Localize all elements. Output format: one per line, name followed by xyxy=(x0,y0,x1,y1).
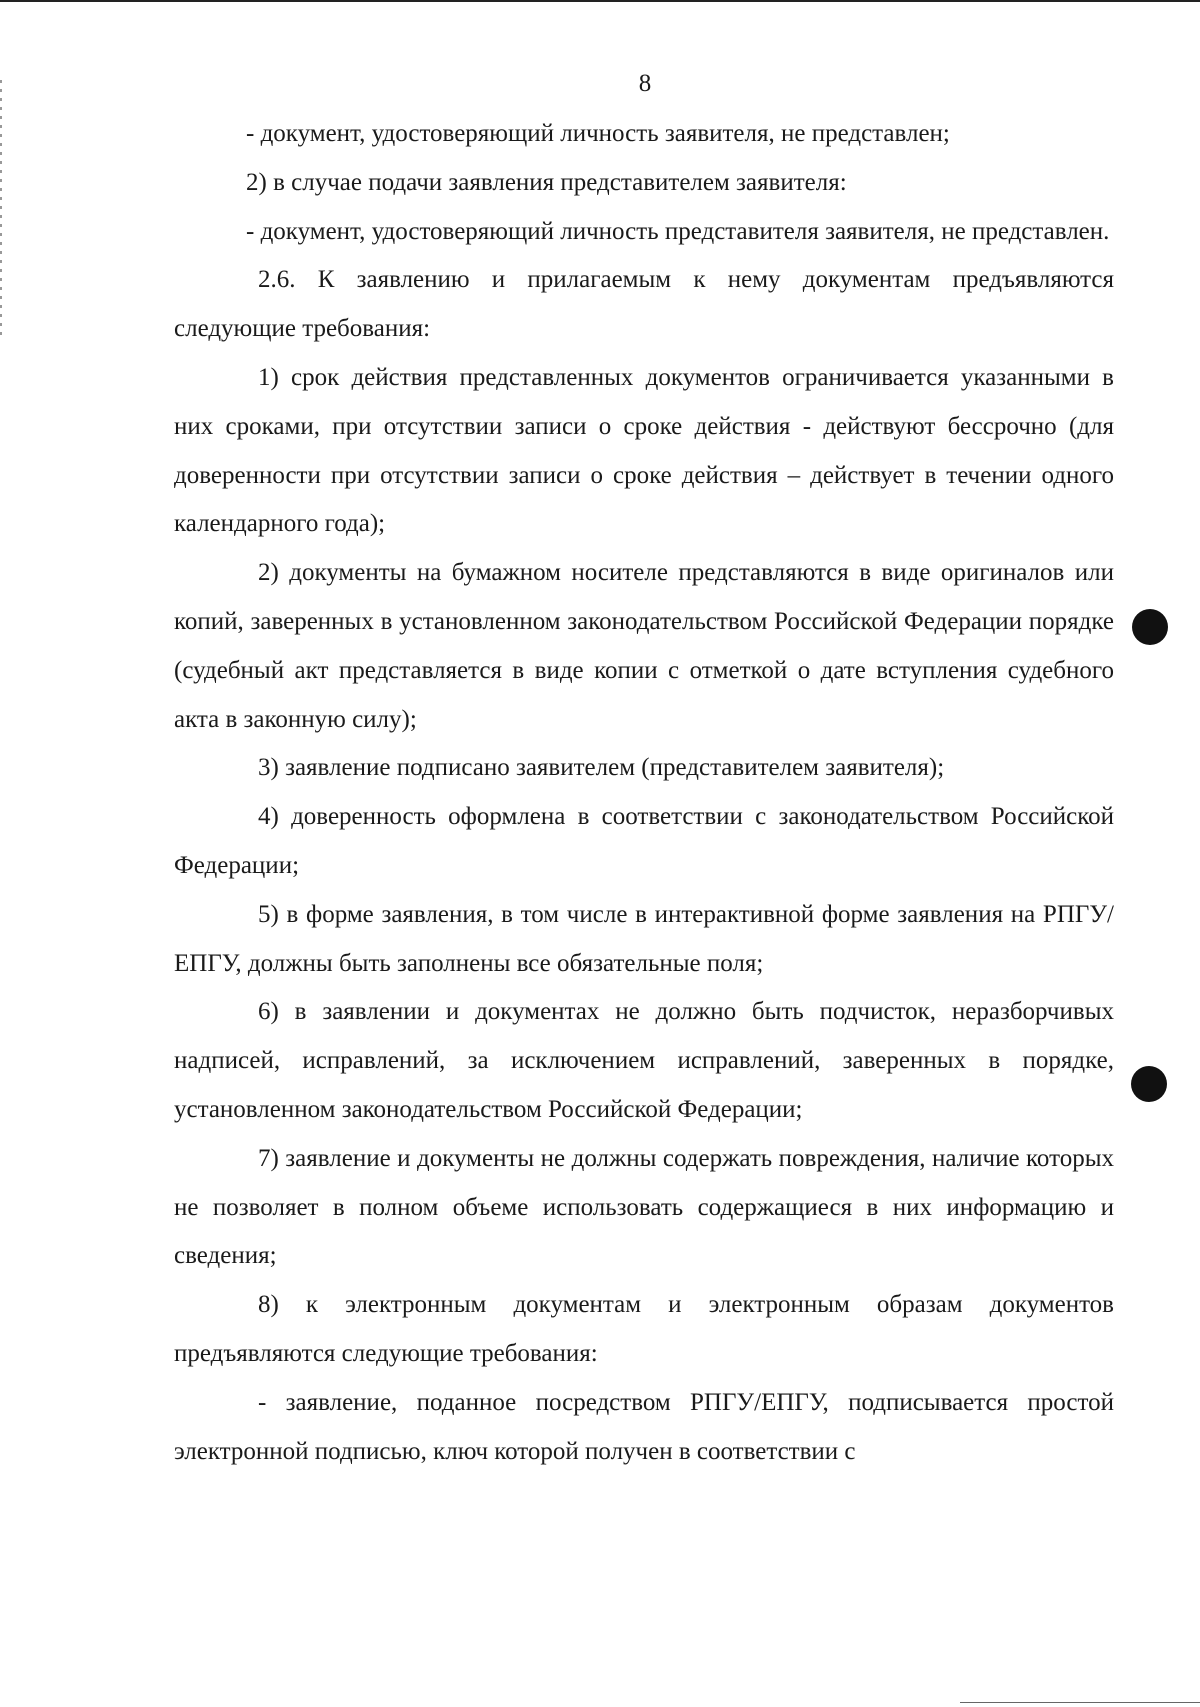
paragraph-8: 4) доверенность оформлена в соответствии с законодательством Российской Федерации; xyxy=(174,803,1114,879)
page-number: 8 xyxy=(638,70,652,97)
paragraph-6: 2) документы на бумажном носителе представляются в виде оригиналов или копий, заверенных в установленном законодательством Российской Федерации порядке (судебный акт представляется в виде копии с отметкой о дате вступления судебного акта в законную силу); xyxy=(174,559,1114,733)
paragraph-12: 8) к электронным документам и электронным образам документов предъявляются следующие требования: xyxy=(174,1291,1114,1367)
paragraph-10: 6) в заявлении и документах не должно быть подчисток, неразборчивых надписей, исправлений, за исключением исправлений, заверенных в порядке, установленном законодательством Российской Федерации; xyxy=(174,998,1114,1123)
paragraph-1: - документ, удостоверяющий личность заявителя, не представлен; xyxy=(246,120,950,147)
paragraph-4: 2.6. К заявлению и прилагаемым к нему документам предъявляются следующие требования: xyxy=(174,266,1114,343)
paragraph-9: 5) в форме заявления, в том числе в интерактивной форме заявления на РПГУ/ЕПГУ, должны быть заполнены все обязательные поля; xyxy=(174,900,1114,977)
bottom-border-line xyxy=(960,1702,1200,1703)
paragraph-3: - документ, удостоверяющий личность представителя заявителя, не представлен. xyxy=(246,217,1110,245)
paragraph-7: 3) заявление подписано заявителем (представителем заявителя); xyxy=(258,754,945,782)
top-border-line xyxy=(0,0,1200,2)
paragraph-13: - заявление, поданное посредством РПГУ/ЕПГУ, подписывается простой электронной подписью, ключ которой получен в соответствии с xyxy=(174,1388,1114,1465)
punch-hole-mark xyxy=(1132,609,1168,645)
document-body xyxy=(174,110,1114,1476)
left-edge-marks xyxy=(0,80,2,340)
paragraph-5: 1) срок действия представленных документов ограничивается указанными в них сроками, при отсутствии записи о сроке действия - действуют бессрочно (для доверенности при отсутствии записи о сроке действия – действует в течении одного календарного года); xyxy=(174,363,1114,538)
paragraph-11: 7) заявление и документы не должны содержать повреждения, наличие которых не позволяет в полном объеме использовать содержащиеся в них информацию и сведения; xyxy=(174,1144,1114,1270)
paragraph-2: 2) в случае подачи заявления представителем заявителя: xyxy=(246,168,847,196)
punch-hole-mark xyxy=(1131,1066,1167,1102)
